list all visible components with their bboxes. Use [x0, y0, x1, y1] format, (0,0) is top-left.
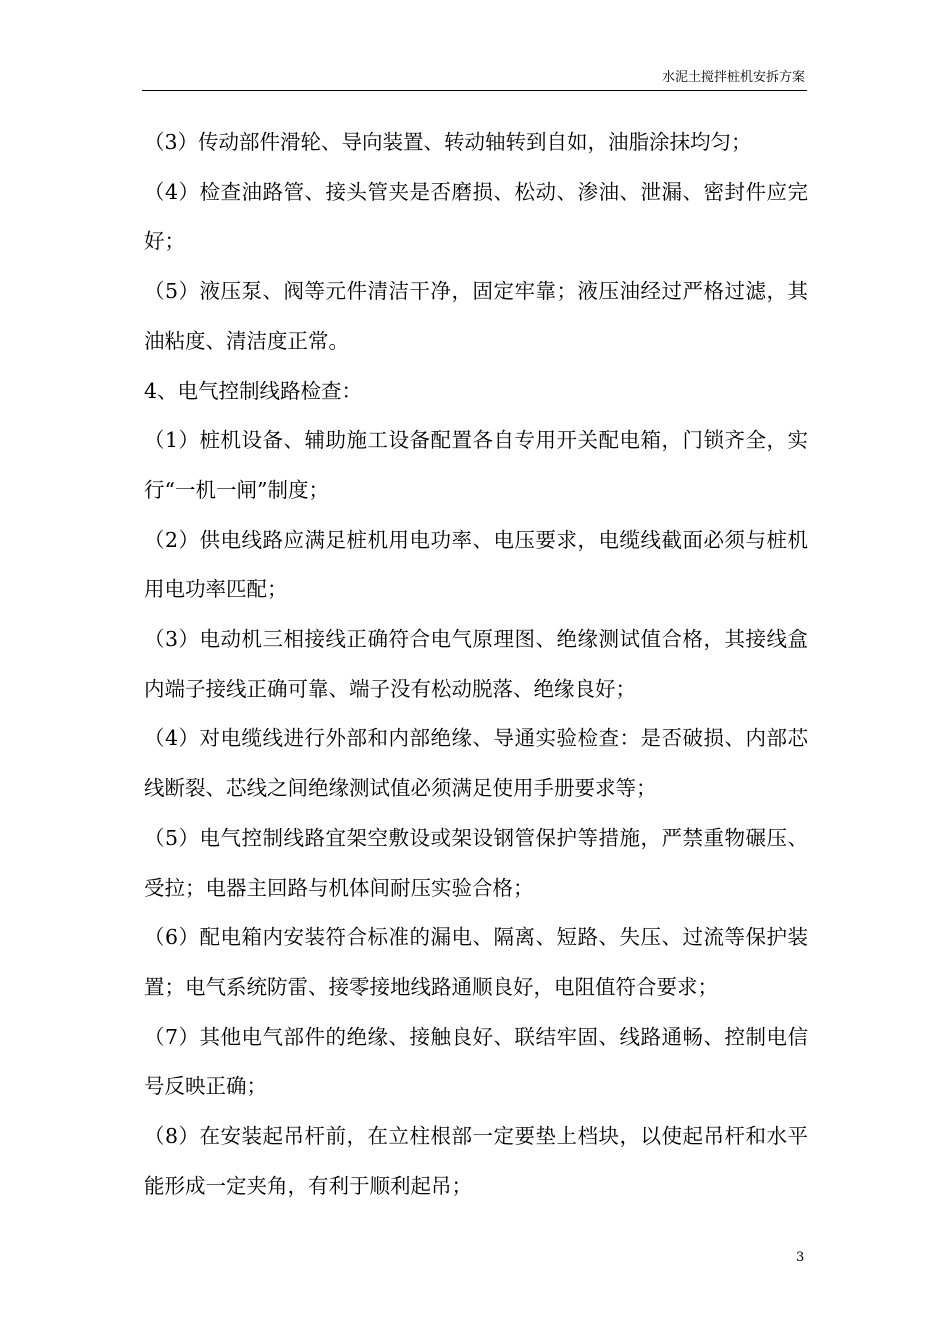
document-body: [144, 118, 808, 1211]
paragraph-item-3-motor-wiring: （3）电动机三相接线正确符合电气原理图、绝缘测试值合格，其接线盒内端子接线正确可靠、端子没有松动脱落、绝缘良好；: [144, 627, 808, 701]
paragraph-item-7-other-parts: （7）其他电气部件的绝缘、接触良好、联结牢固、线路通畅、控制电信号反映正确；: [144, 1024, 808, 1099]
section-heading-electrical: 4、电气控制线路检查：: [144, 378, 363, 403]
paragraph-item-5-hydraulic: （5）液压泵、阀等元件清洁干净，固定牢靠；液压油经过严格过滤，其油粘度、清洁度正常。: [144, 279, 808, 353]
paragraph-item-2-power-supply: （2）供电线路应满足桩机用电功率、电压要求，电缆线截面必须与桩机用电功率匹配；: [144, 527, 808, 602]
paragraph-item-4-cable-check: （4）对电缆线进行外部和内部绝缘、导通实验检查：是否破损、内部芯线断裂、芯线之间绝缘测试值必须满足使用手册要求等；: [144, 726, 808, 801]
paragraph-item-5-cable-laying: （5）电气控制线路宜架空敷设或架设钢管保护等措施，严禁重物碾压、受拉；电器主回路与机体间耐压实验合格；: [144, 825, 808, 900]
header-title: 水泥土搅拌桩机安拆方案: [661, 70, 805, 85]
page-number: 3: [796, 1250, 805, 1265]
paragraph-item-6-protection: （6）配电箱内安装符合标准的漏电、隔离、短路、失压、过流等保护装置；电气系统防雷、接零接地线路通顺良好，电阻值符合要求；: [144, 925, 808, 999]
paragraph-item-3-transmission: （3）传动部件滑轮、导向装置、转动轴转到自如，油脂涂抹均匀；: [144, 130, 752, 154]
paragraph-item-8-lifting-rod: （8）在安装起吊杆前，在立柱根部一定要垫上档块，以使起吊杆和水平能形成一定夹角，有利于顺利起吊；: [144, 1124, 808, 1198]
paragraph-item-4-oil-pipes: （4）检查油路管、接头管夹是否磨损、松动、渗油、泄漏、密封件应完好；: [144, 179, 808, 254]
page-header: [142, 66, 807, 91]
paragraph-item-1-distribution-box: （1）桩机设备、辅助施工设备配置各自专用开关配电箱，门锁齐全，实行“一机一闸”制度；: [144, 428, 808, 502]
